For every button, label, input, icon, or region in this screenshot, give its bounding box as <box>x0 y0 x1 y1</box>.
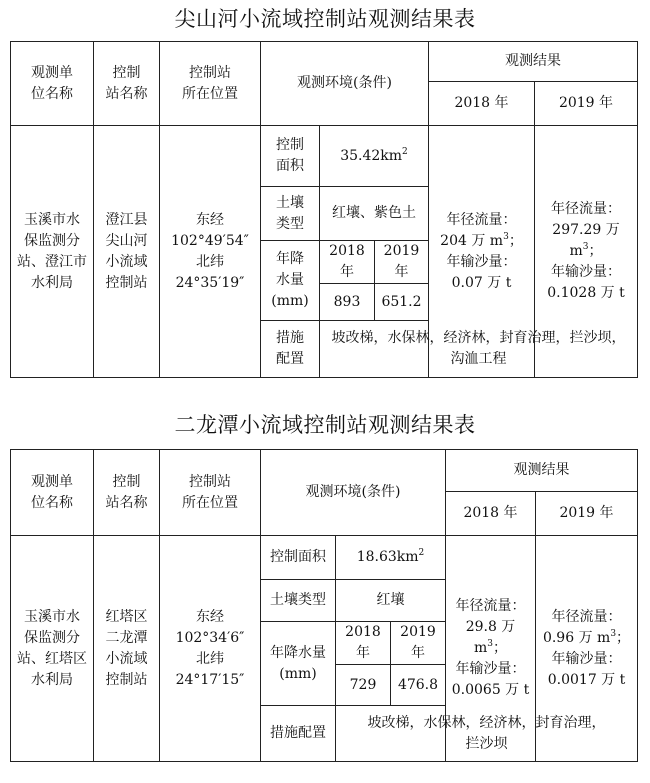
precip-label-line: 年降水量 <box>270 644 326 661</box>
table2 <box>10 449 638 762</box>
precip-value-2018: 729 <box>336 665 391 706</box>
precip-year-2018: 2018 年 <box>336 622 391 665</box>
header-unit-line: 观测单 <box>31 64 73 81</box>
header-unit-cell <box>11 450 94 536</box>
table1 <box>10 41 638 378</box>
precip-year-2019: 2019 年 <box>391 622 446 665</box>
location-line: 北纬 <box>196 650 224 667</box>
header-year-2018: 2018 年 <box>429 82 535 126</box>
runoff-label: 年径流量： <box>446 211 517 228</box>
sediment-value: 0.1028 万 t <box>547 285 625 301</box>
header-results: 观测结果 <box>429 42 638 82</box>
location-line: 102°34′6″ <box>175 629 245 646</box>
header-station-line: 站名称 <box>105 494 148 511</box>
soil-label-line: 土壤 <box>276 194 304 211</box>
area-label-line: 面积 <box>276 158 304 174</box>
header-unit-line: 位名称 <box>31 494 73 511</box>
precip-label-line: 年降 <box>276 251 304 267</box>
precip-year-2018: 2018 年 <box>320 241 375 284</box>
precip-label-line: (mm) <box>271 293 309 309</box>
header-location-cell <box>160 450 261 536</box>
measures-label-cell <box>261 321 320 378</box>
location-line: 102°49′54″ <box>171 232 249 249</box>
header-environment: 观测环境(条件) <box>261 42 429 126</box>
station-name-line: 红塔区 <box>105 608 148 625</box>
location-line: 24°17′15″ <box>175 671 245 688</box>
runoff-value-line <box>448 617 533 659</box>
area-label-line: 控制 <box>276 137 304 153</box>
location-line: 北纬 <box>196 253 224 270</box>
measures-value-cell <box>320 321 638 378</box>
runoff-label: 年径流量： <box>551 608 622 625</box>
area-value: 35.42km <box>340 147 403 164</box>
unit-name-line: 保监测分 <box>24 232 80 249</box>
area-label: 控制面积 <box>261 536 336 580</box>
measures-value-cell <box>336 706 638 762</box>
station-name-line: 控制站 <box>105 671 148 688</box>
header-location-line: 控制站 <box>189 473 231 490</box>
header-location-line: 控制站 <box>189 64 231 81</box>
precip-year-2019: 2019 年 <box>375 241 429 284</box>
soil-value: 红壤 <box>336 580 446 622</box>
station-name-line: 小流域 <box>105 253 148 270</box>
runoff-label: 年径流量： <box>551 201 621 217</box>
header-location-cell <box>160 42 261 126</box>
station-name-cell <box>94 126 160 378</box>
sediment-label: 年输沙量： <box>455 661 526 677</box>
station-name-line: 尖山河 <box>105 232 148 249</box>
area-unit-superscript: 2 <box>402 146 408 157</box>
unit-name-line: 站、红塔区 <box>17 650 87 667</box>
header-location-line: 所在位置 <box>182 494 238 511</box>
unit-name-cell <box>11 536 94 762</box>
precip-value-2018: 893 <box>320 284 375 321</box>
sediment-value: 0.07 万 t <box>451 274 512 291</box>
location-line: 东经 <box>196 211 224 228</box>
runoff-value: 0.96 万 m <box>542 629 611 646</box>
runoff-separator: ； <box>508 232 523 249</box>
runoff-unit-superscript: 3 <box>582 242 589 252</box>
header-results: 观测结果 <box>446 450 638 492</box>
sediment-label: 年输沙量： <box>551 650 622 667</box>
station-name-line: 小流域 <box>105 650 148 667</box>
header-unit-line: 位名称 <box>31 85 73 102</box>
location-line: 东经 <box>196 608 224 625</box>
unit-name-line: 玉溪市水 <box>24 608 80 625</box>
measures-value-line: 坡改梯，水保林，经济林，封育治理， <box>367 714 606 731</box>
runoff-value: 297.29 万 m <box>552 222 620 259</box>
runoff-value: 204 万 m <box>440 232 504 249</box>
soil-label-line: 类型 <box>276 215 304 232</box>
header-year-2018: 2018 年 <box>446 492 536 536</box>
precip-label-line: 水量 <box>276 272 304 288</box>
measures-label-line: 配置 <box>276 351 304 367</box>
station-name-line: 控制站 <box>105 274 148 291</box>
unit-name-line: 玉溪市水 <box>24 211 80 228</box>
table2-title: 二龙潭小流域控制站观测结果表 <box>174 413 476 437</box>
header-environment: 观测环境(条件) <box>261 450 446 536</box>
precip-label-cell <box>261 241 320 321</box>
header-station-cell <box>94 450 160 536</box>
soil-value: 红壤、紫色土 <box>320 187 429 241</box>
runoff-value-line <box>538 628 635 649</box>
location-cell <box>160 536 261 762</box>
unit-name-line: 站、澄江市 <box>17 253 87 270</box>
soil-label-cell <box>261 187 320 241</box>
header-station-line: 控制 <box>112 473 141 490</box>
header-station-line: 控制 <box>112 64 141 81</box>
location-line: 24°35′19″ <box>175 274 245 291</box>
header-station-cell <box>94 42 160 126</box>
header-year-2019: 2019 年 <box>536 492 638 536</box>
station-name-line: 二龙潭 <box>105 629 148 646</box>
precip-label-cell <box>261 622 336 706</box>
unit-name-line: 保监测分 <box>24 629 80 646</box>
runoff-unit-superscript: 3 <box>503 231 509 242</box>
measures-label: 措施配置 <box>261 706 336 762</box>
runoff-separator: ； <box>616 629 631 646</box>
measures-value-line: 拦沙坝 <box>465 735 508 752</box>
area-label-cell <box>261 126 320 187</box>
measures-value-line: 沟洫工程 <box>450 351 507 367</box>
runoff-value-line <box>431 231 532 252</box>
precip-value-2019: 651.2 <box>375 284 429 321</box>
area-value-cell <box>320 126 429 187</box>
header-location-line: 所在位置 <box>182 85 238 102</box>
sediment-value: 0.0017 万 t <box>547 671 626 688</box>
sediment-value: 0.0065 万 t <box>451 682 530 698</box>
unit-name-cell <box>11 126 94 378</box>
runoff-value: 29.8 万 m <box>465 619 516 656</box>
area-unit-superscript: 2 <box>418 548 425 558</box>
unit-name-line: 水利局 <box>31 671 73 688</box>
sediment-label: 年输沙量： <box>446 253 517 270</box>
header-station-line: 站名称 <box>105 85 148 102</box>
precip-label-line: (mm) <box>279 665 317 682</box>
location-cell <box>160 126 261 378</box>
precip-value-2019: 476.8 <box>391 665 446 706</box>
runoff-separator: ； <box>588 243 603 259</box>
area-value: 18.63km <box>356 549 419 565</box>
soil-label: 土壤类型 <box>261 580 336 622</box>
header-year-2019: 2019 年 <box>535 82 638 126</box>
runoff-label: 年径流量： <box>455 598 526 614</box>
measures-label-line: 措施 <box>276 330 304 346</box>
runoff-unit-superscript: 3 <box>610 628 617 639</box>
station-name-cell <box>94 536 160 762</box>
table1-title: 尖山河小流域控制站观测结果表 <box>174 7 476 31</box>
station-name-line: 澄江县 <box>105 211 148 228</box>
unit-name-line: 水利局 <box>31 274 73 291</box>
area-value-cell <box>336 536 446 580</box>
sediment-label: 年输沙量： <box>551 264 621 280</box>
header-unit-cell <box>11 42 94 126</box>
header-unit-line: 观测单 <box>31 473 73 490</box>
runoff-value-line <box>537 220 635 262</box>
measures-value-line: 坡改梯，水保林，经济林，封育治理，拦沙坝， <box>331 330 626 346</box>
runoff-unit-superscript: 3 <box>487 639 493 649</box>
runoff-separator: ； <box>493 640 507 656</box>
